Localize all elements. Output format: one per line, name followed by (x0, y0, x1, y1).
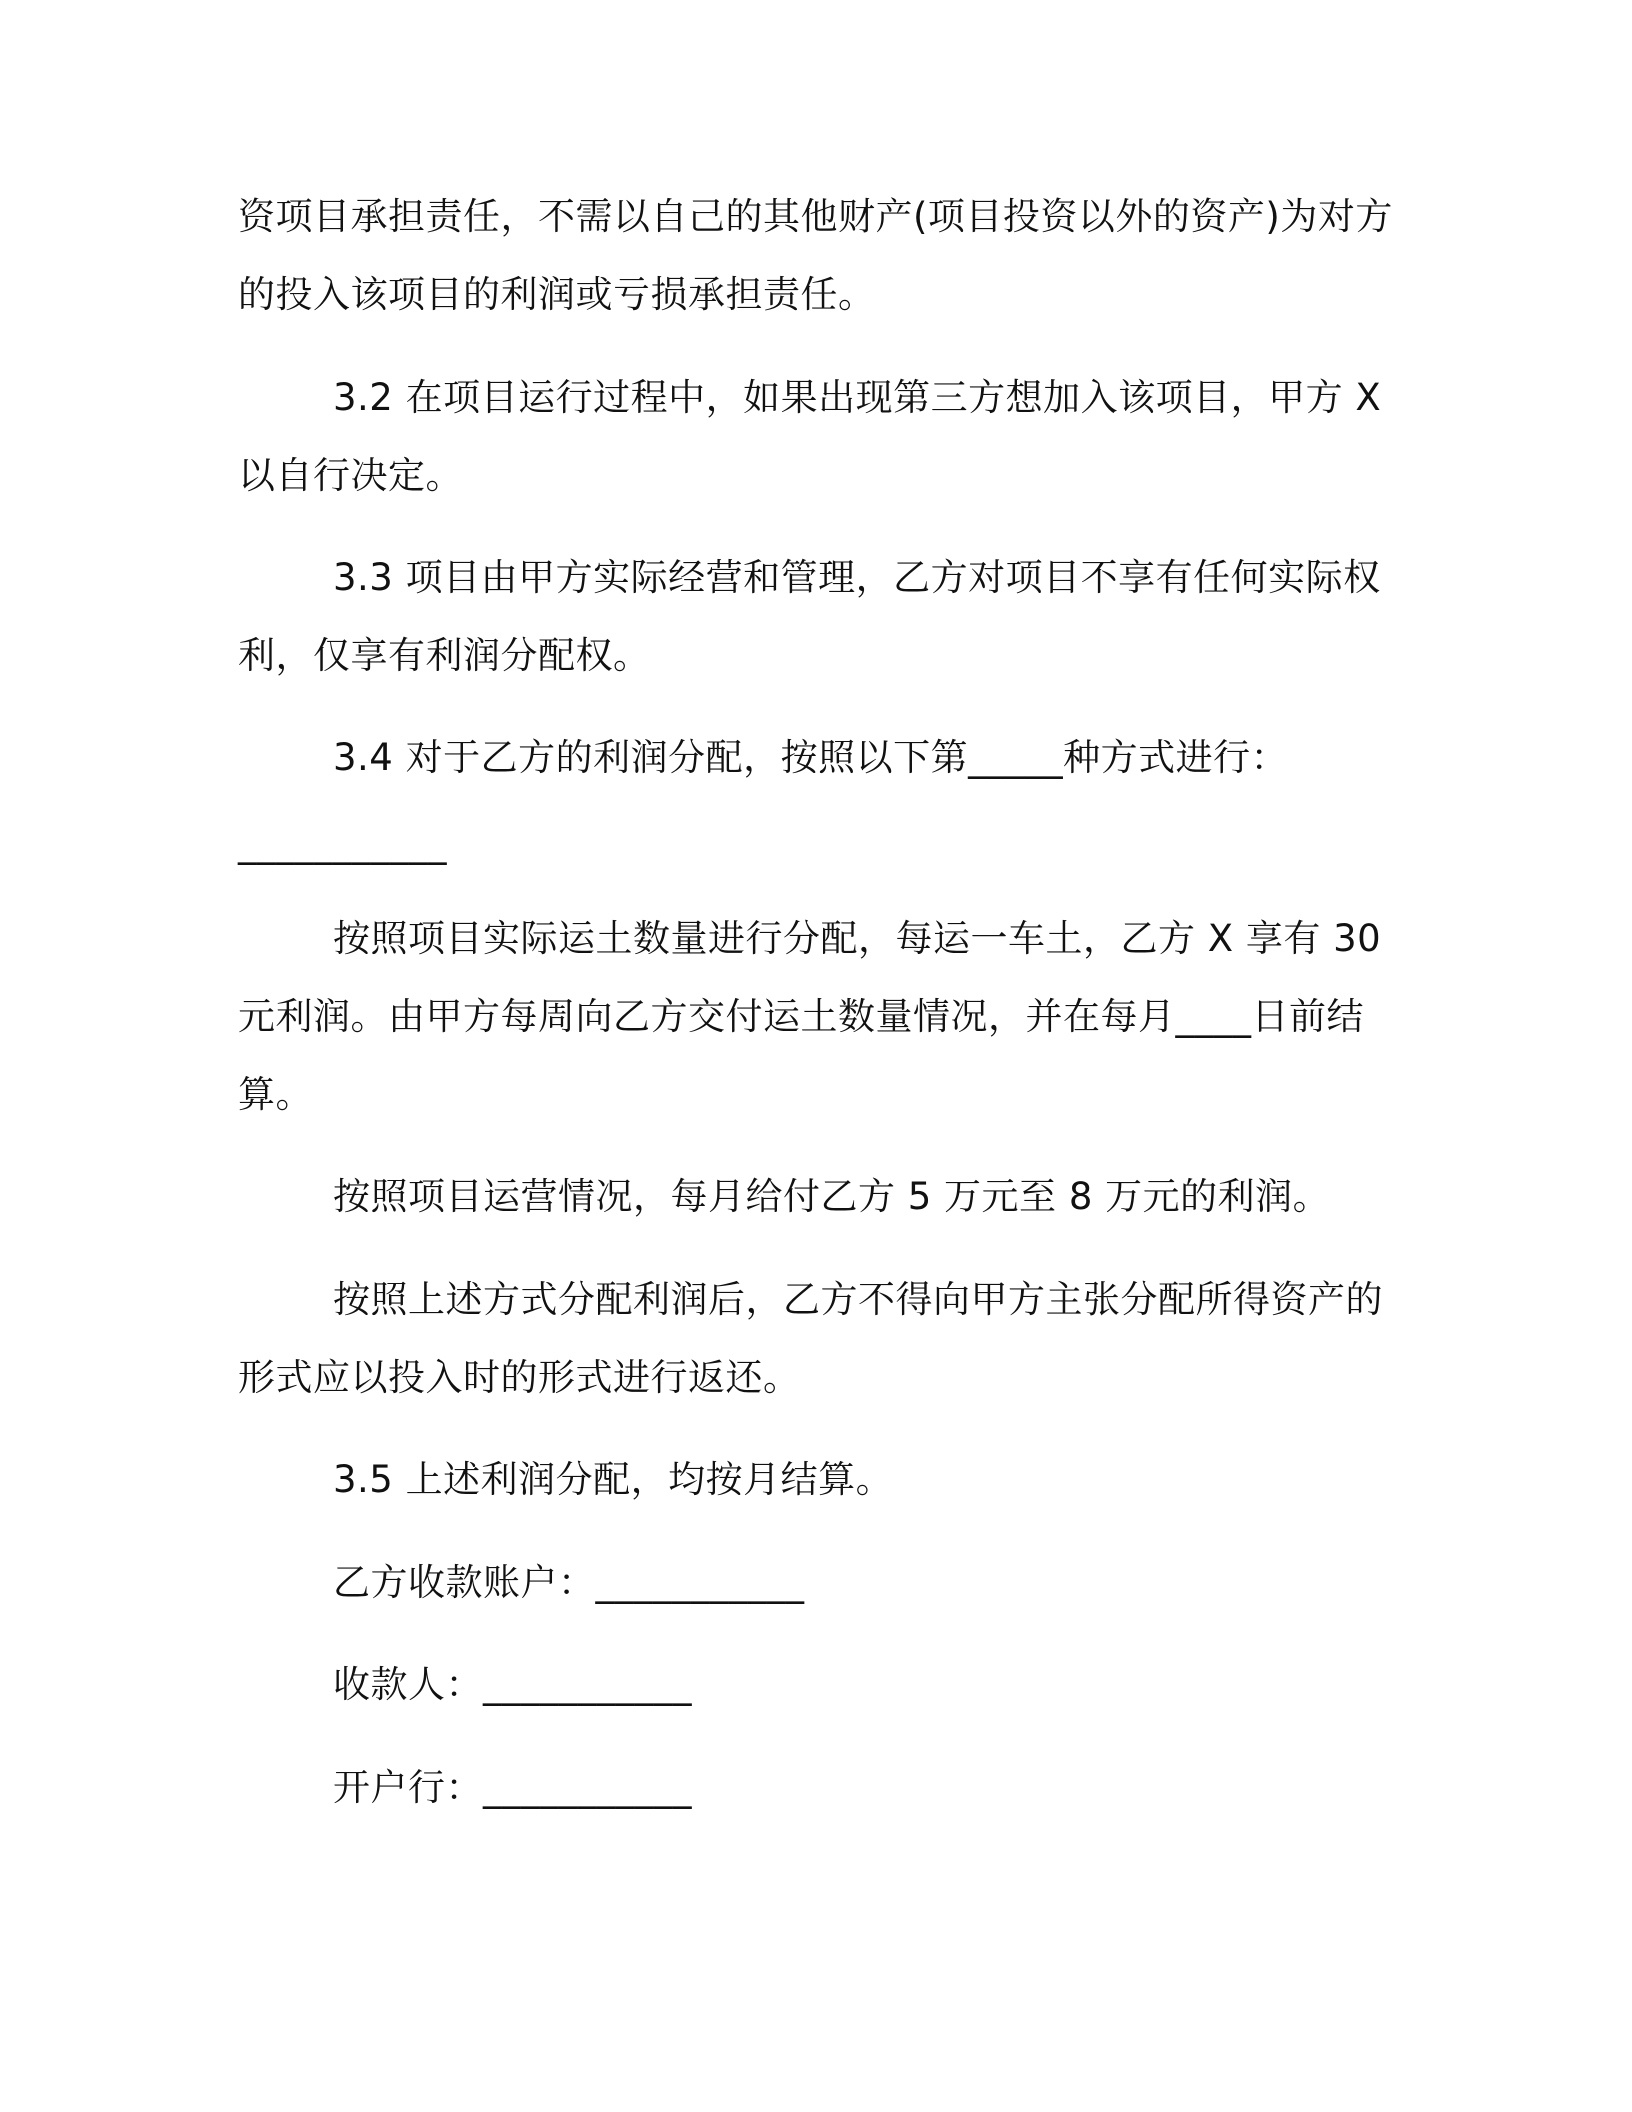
paragraph-line: 形式应以投入时的形式进行返还。 (238, 1356, 801, 1399)
paragraph-line: 以自行决定。 (238, 454, 463, 497)
payee-name-field: 收款人：___________ (333, 1663, 692, 1706)
paragraph-line: 资项目承担责任，不需以自己的其他财产(项目投资以外的资产)为对方 (238, 195, 1393, 238)
paragraph-line: 按照上述方式分配利润后，乙方不得向甲方主张分配所得资产的 (333, 1278, 1383, 1321)
paragraph-line: 的投入该项目的利润或亏损承担责任。 (238, 273, 876, 316)
clause-3-2-line: 3.2 在项目运行过程中，如果出现第三方想加入该项目，甲方 X (333, 376, 1382, 419)
option-2-line: 按照项目运营情况，每月给付乙方 5 万元至 8 万元的利润。 (333, 1175, 1331, 1218)
clause-3-4-line: 3.4 对于乙方的利润分配，按照以下第_____种方式进行： (333, 736, 1289, 779)
blank-fill-line: ___________ (238, 822, 447, 865)
clause-3-5-line: 3.5 上述利润分配，均按月结算。 (333, 1458, 894, 1501)
paragraph-line: 利，仅享有利润分配权。 (238, 634, 651, 677)
clause-3-3-line: 3.3 项目由甲方实际经营和管理，乙方对项目不享有任何实际权 (333, 556, 1381, 599)
paragraph-line: 元利润。由甲方每周向乙方交付运土数量情况，并在每月____日前结 (238, 995, 1364, 1038)
option-1-line: 按照项目实际运土数量进行分配，每运一车土，乙方 X 享有 30 (333, 917, 1382, 960)
bank-field: 开户行：___________ (333, 1766, 692, 1809)
payee-account-field: 乙方收款账户：___________ (333, 1561, 805, 1604)
paragraph-line: 算。 (238, 1073, 313, 1116)
